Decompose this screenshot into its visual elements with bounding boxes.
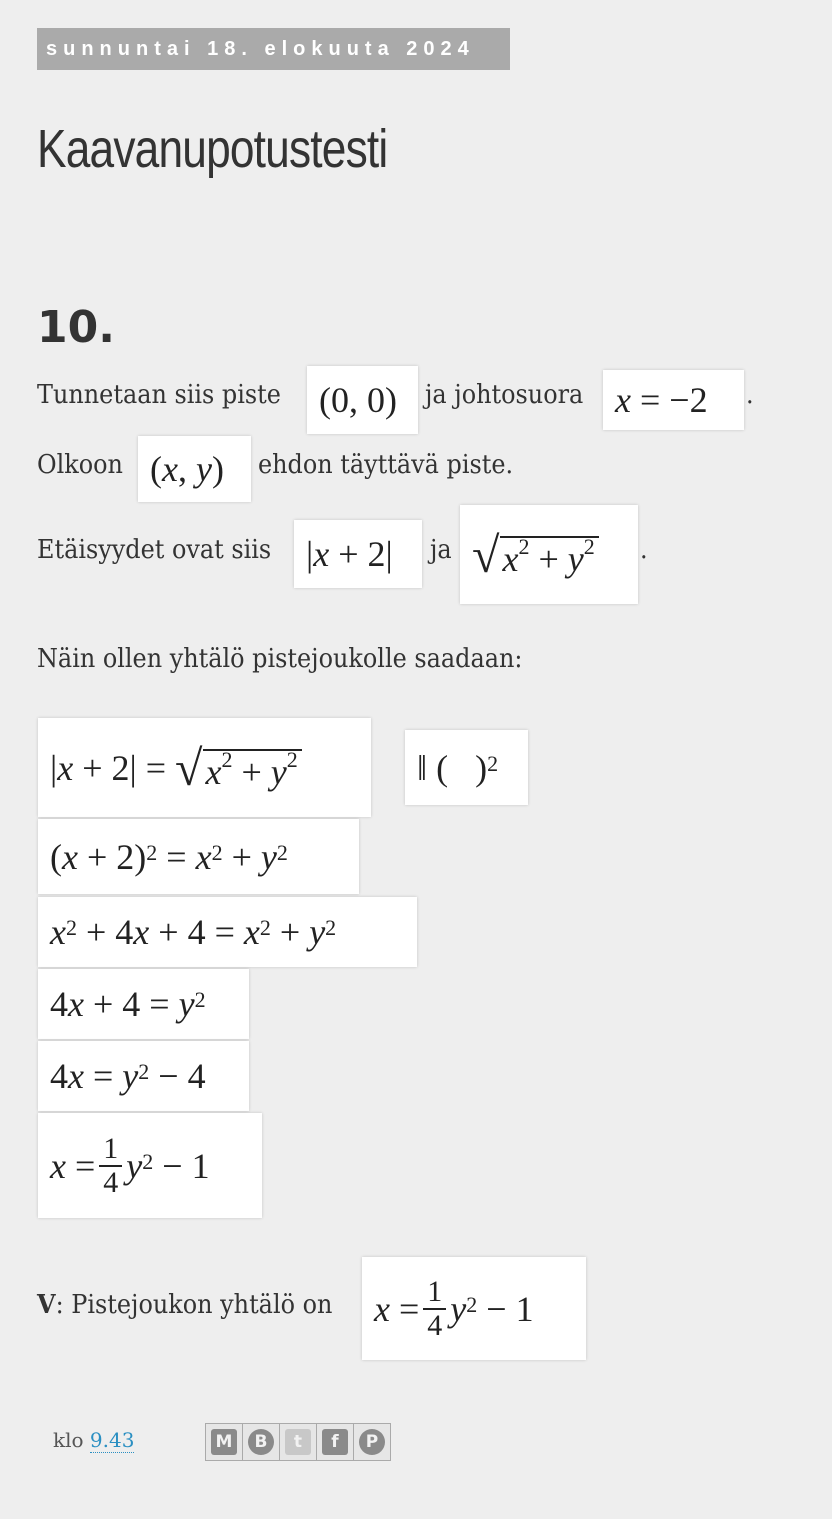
line2-text-after: ehdon täyttävä piste. xyxy=(258,450,514,480)
formula-square-both-sides: ‖ ( ) $^2$ xyxy=(405,730,528,805)
share-facebook-button[interactable] xyxy=(317,1424,354,1460)
formula-step-6: x = $\frac{1}{4}$ y $^2$ − 1 xyxy=(38,1113,262,1218)
twitter-icon: t xyxy=(285,1429,311,1455)
formula-abs-distance: | x + 2| xyxy=(294,520,422,588)
formula-step-4: 4 x + 4 = y $^2$ xyxy=(38,969,249,1039)
formula-sqrt-distance: √ $x^2 + y^2$ xyxy=(460,505,638,604)
line1-text-mid: ja johtosuora xyxy=(425,380,584,410)
line1-text-after: . xyxy=(746,380,754,410)
share-blogger-button[interactable] xyxy=(243,1424,280,1460)
section-number: 10. xyxy=(37,302,115,353)
post-timestamp xyxy=(53,1428,134,1452)
formula-step-3: x $^2$ + 4 x + 4 = x $^2$ + y $^2$ xyxy=(38,897,417,967)
formula-point-origin: (0, 0) xyxy=(307,366,418,434)
formula-step-1: | x + 2| = √ $x^2 + y^2$ xyxy=(38,718,371,817)
post-title[interactable]: Kaavanupotustesti xyxy=(37,119,388,179)
line3-text-mid: ja xyxy=(430,535,452,565)
line3-text-before: Etäisyydet ovat siis xyxy=(37,535,272,565)
pinterest-icon: P xyxy=(359,1429,385,1455)
answer-text: V: Pistejoukon yhtälö on xyxy=(37,1290,333,1320)
line4-text: Näin ollen yhtälö pistejoukolle saadaan: xyxy=(37,644,523,674)
timestamp-link[interactable]: 9.43 xyxy=(89,1428,135,1452)
line3-text-after: . xyxy=(640,535,648,565)
share-pinterest-button[interactable] xyxy=(354,1424,390,1460)
share-gmail-button[interactable] xyxy=(206,1424,243,1460)
facebook-icon: f xyxy=(322,1429,348,1455)
line1-text-before: Tunnetaan siis piste xyxy=(37,380,281,410)
formula-point-xy: ( x , y ) xyxy=(138,436,251,502)
date-header: sunnuntai 18. elokuuta 2024 xyxy=(37,28,510,70)
blogger-icon: B xyxy=(248,1429,274,1455)
formula-step-2: ( x + 2) $^2$ = x $^2$ + y $^2$ xyxy=(38,819,359,894)
formula-step-5: 4 x = y $^2$ − 4 xyxy=(38,1041,249,1111)
share-twitter-button[interactable] xyxy=(280,1424,317,1460)
share-buttons xyxy=(205,1423,391,1461)
line2-text-before: Olkoon xyxy=(37,450,123,480)
gmail-icon: M xyxy=(211,1429,237,1455)
timestamp-prefix: klo xyxy=(53,1428,84,1452)
formula-answer: x = $\frac{1}{4}$ y $^2$ − 1 xyxy=(362,1257,586,1360)
formula-directrix: x = −2 xyxy=(603,370,744,430)
